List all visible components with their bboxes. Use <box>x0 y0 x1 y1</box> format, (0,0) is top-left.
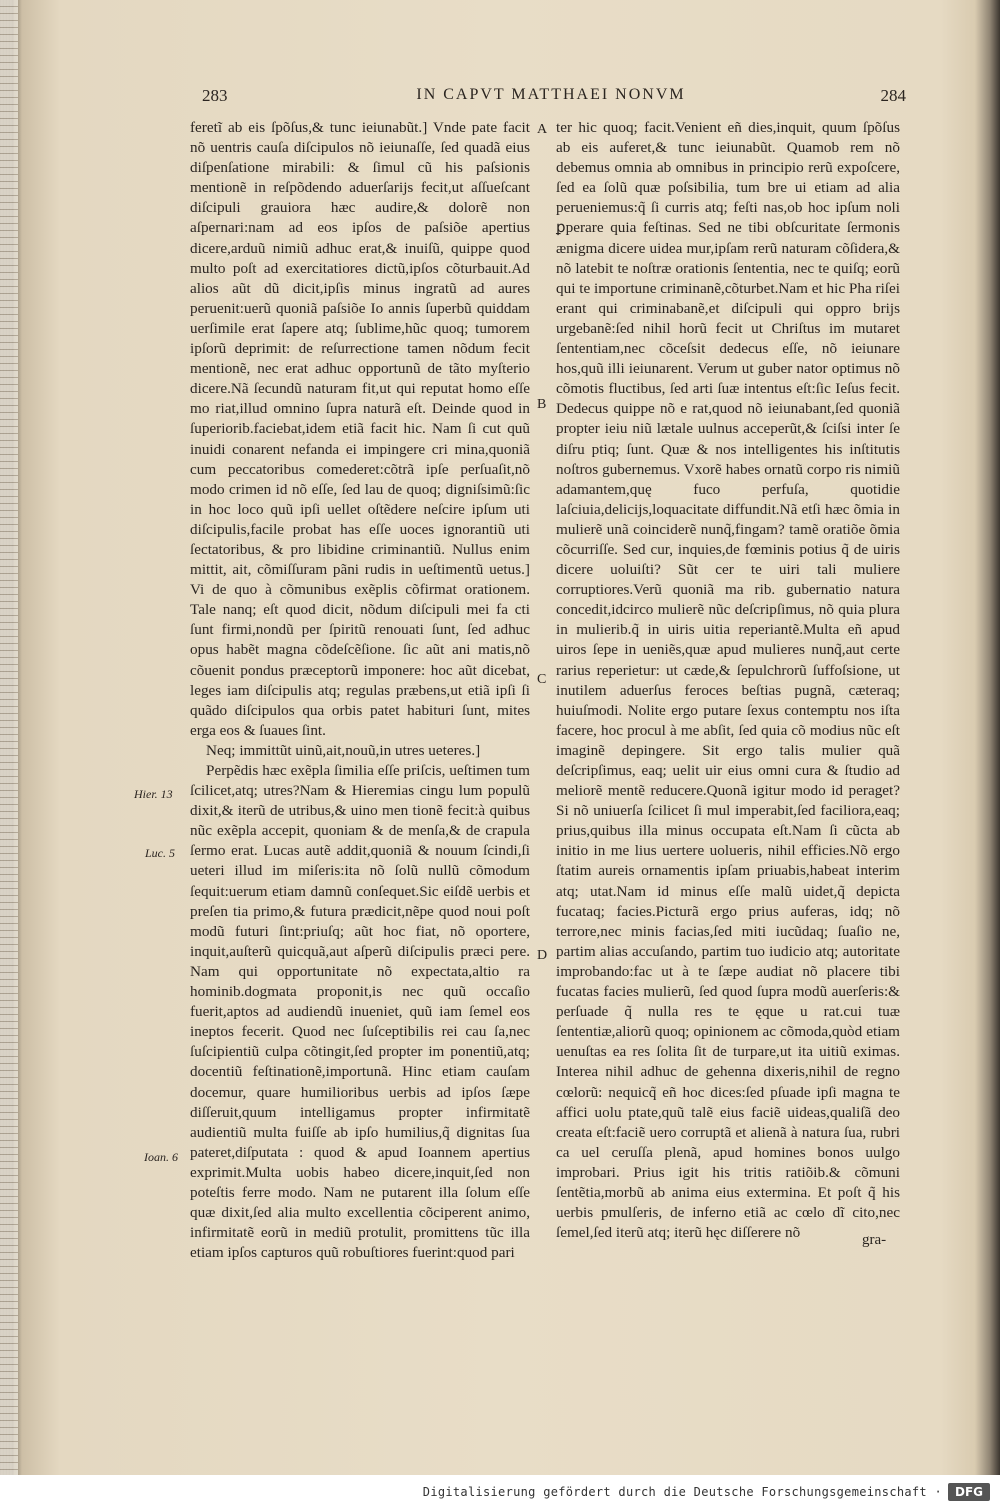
catchword: gra- <box>862 1232 887 1248</box>
section-marker-c: C <box>537 672 547 687</box>
paragraph: feretĩ ab eis ſpõſus,& tunc ieiunabũt.] Vnde pate facit nõ uentris cauſa diſcipulos nõ ieiunaſſe, ſed quadã eius diſpenſatione mirabili: & ſimul cũ his paſsionis mentionẽ in reſpõdendo aduerſarijs fecit,ut aſſueſcant diſcipuli grauiora hæc audire,& dolorẽ non aſpernari:nam ad eos ipſos de paſsiõe apertius dicere,arduũ nimiũ adhuc erat,& inuiſũ, quippe quod multo poſt ad exercitatiores dictũ,ipſos cõturbauit.Ad alios aũt dũ dicit,ipſis minus ingratũ ad aures peruenit:uerũ quoniã paſsiõe Io annis ſuperbũ quiddam uerſimile erat ſapere atq; ſublime,hũc quoq; tumorem ipſorũ deprimit: de reſurrectione tamen nõdum fecit mentionẽ, nec erat adhuc opportunũ de tãto myſterio dicere.Nã ſecundũ naturam fit,ut qui reputat homo eſſe mo riat,illud omnino ſupra naturã eſt. Deinde quod in ſuperiorib.faciebat,idem etiã facit hic. Nam ſi cut quũ inuidi conarent nefanda ei impingere cri mina,quoniã cum peccatoribus comederet:cõtrã ipſe perſuaſit,nõ modo crimen id nõ eſſe, ſed lau de quoq; digniſsimũ:ſic in hoc loco quũ ipſi uellet oſtẽdere neſcire ipſum uti diſcipulis,facile probat has eſſe uoces ignorantiũ uti ſectatoribus, & pro libidine criminantiũ. Nullus enim mittit, ait, cõmiſſuram pãni rudis in ueſtimentũ uetus.] Vi de quo à cõmunibus exẽplis cõfirmat orationem. Tale nanq; eſt quod dicit, nõdum diſcipuli mei fa cti ſunt firmi,nondũ per ſpiritũ renouati ſunt, ſed adhuc opus habẽt magna cõdeſcẽſione. ſic aũt ani matis,nõ cõuenit pondus præceptorũ imponere: hoc aũt dicebat, leges iam diſcipulis atq; regulas præbens,ut etiã ipſi ſi quãdo diſcipulos qua orbis patet habituri ſunt, mites erga eos & ſuaues ſint. <box>190 119 530 739</box>
paragraph: ter hic quoq; facit.Venient eñ dies,inquit, quum ſpõſus ab eis auferet,& tunc ieiunabũt. Quamob rem nõ debemus omnia ab omnibus in principio rerũ expoſcere, ſed ea ſolũ quæ poſsibilia, tum bre ui etiam ad alia perueniemus:q̃ ſi curris atq; feſti nas,ob hoc ipſum noli ꝑperare quia feſtinas. Sed ne tibi obſcuritate ſermonis ænigma dicere uidea mur,ipſam rerũ naturam cõſidera,& nõ latebit te noſtræ orationis ſententia, nec te quiſq; eorũ qui te importune criminanẽ,cõturbet.Nam et hic Pha riſei erant qui criminabanẽ,et diſcipuli qui oppro brijs urgebanẽ:ſed nihil horũ fecit ut Chriſtus im mutaret ſententiam,nec cõceſsit dedecus eſſe, nõ ieiunare hos,quũ illi ieiunarent. Verum ut guber nator optimus nõ cõmotis fluctibus, ſed arti ſuæ intentus eſt:ſic Ieſus fecit. Dedecus quippe nõ e rat,quod nõ ieiunabant,ſed quoniã propter ieiu niũ lætale uulnus acceperũt,& ſciſsi inter ſe diſru ptiq; ſunt. Quæ & nos intelligentes his inſtitutis noſtros gubernemus. Vxorẽ habes ornatũ corpo ris nimiũ adamantem,quę fuco perfuſa, quotidie laſciuia,delicijs,loquacitate diffundit.Nã etſi hæc õmia in mulierẽ unã coinciderẽ nunq̃,fingam? tamẽ oratiõe õmia cõcurriſſe. Sed cur, inquies,de fœminis potius q̃ de uiris dicere uoluiſti? Sũt cer te uiri tali muliere corruptiores.Verũ quoniã ma rib. gubernatio natura concedit,idcirco mulierẽ nũc deſcripſimus, nõ quia plura in mulierib.q̃ in uiris uitia reperiantẽ.Multa eñ apud uiros ſepe in ueniẽs,quæ apud mulieres nunq̃,aut certe rarius reperietur: ut cæde,& ſepulchrorũ ſuffoſsione, ut inutilem aduerſus feroces beſtias pugnã, cæteraq; huiuſmodi. Nolite ergo putare ſexus contemptu nos iſta facere, hoc procul à me abſit, ſed quia cõ modius nũc eſt imaginẽ depingere. Sit ergo talis mulier quã deſcripſimus, eaq; uelit uir eius omni cura & ſtudio ad meliorẽ mentẽ reducere.Quonã igitur modo id peraget? Si nõ uniuerſa ſcilicet ſi mul imperabit,ſed faciliora,eaq; prius,quibus illa minus occupata eſt.Nam ſi cũcta ab initio in me lius uertere uolueris, nihil efficies.Nõ ergo ſtatim aureis ornamentis ipſam priuabis,habeat interim atq; utat.Nam id minus eſſe malũ uidet,q̃ depicta fucataq; facies.Picturã ergo prius auferas, idq; nõ terrore,nec minis facias,ſed miti iucũdaq; ſuaſio ne, partim alias accuſando, partim tuo iudicio atq; autoritate improbando:fac ut à te ſæpe audiat nõ placere tibi fucatas facies mulierũ, ſed quod ſupra modũ auerſeris:& perſuade q̃ nulla res te ęque u rat.cui tuæ ſententiæ,aliorũ quoq; opinionem ac cõmoda,quòd etiam uenuſtas ea res ſolita ſit de turpare,ut ita uitiũ eximas. Interea nihil adhuc de gehenna dixeris,nihil de regno cœlorũ: nequicq̃ eñ hoc dices:ſed pſuade ipſi magna te affici uolu ptate,quũ talẽ eius faciẽ uideas,qualiſã deo creata eſt:faciẽ uero corruptã et alienã à natura ſua, rubri ca uel ceruſſa plenã, apud homines bonos uulgo improbari. Prius igit his tritis ratiõib.& cõmuni ſentẽtia,morbũ ab anima eius extermina. Et poſt q̃ his uerbis pmulſeris, de inferno etiã ac cœlo dĩ cito,nec ſemel,ſed iterũ atq; iterũ hęc diſſerere nõ <box>556 119 900 1242</box>
page-number-left: 283 <box>202 86 228 105</box>
running-title: IN CAPVT MATTHAEI NONVM <box>416 86 686 103</box>
margin-note-ioan: Ioan. 6 <box>144 1150 178 1164</box>
section-marker-d: D <box>537 948 548 963</box>
margin-note-luc: Luc. 5 <box>145 846 175 860</box>
page-number-right: 284 <box>880 86 906 105</box>
margin-note-hier: Hier. 13 <box>134 787 173 801</box>
section-marker-a: A <box>537 122 548 137</box>
scan-ruler <box>0 0 18 1475</box>
running-header <box>196 86 906 112</box>
dfg-logo-icon: DFG <box>948 1483 990 1501</box>
paragraph: Perpẽdis hæc exẽpla ſimilia eſſe priſcis, ueſtimen tum ſcilicet,atq; utres?Nam & Hieremias cingu lum populũ dixit,& iterũ de utribus,& uino men tionẽ fecit:à quibus nũc exẽpla accepit, quoniam & de menſa,& de crapula ſermo erat. Lucas autẽ addit,quoniã & nouum ſcindi,ſi ueteri illud im miſeris:ita nõ ſolũ nullũ cõmodum ſequit:uerum etiam damnũ conſequet.Sic eiſdẽ uerbis et preſen tia primo,& futura prædicit,nẽpe quod noui poſt modũ futuri ſint:priuſq; aũt hoc fiat, nõ oportere, inquit,auſterũ quicquã,aut aſperũ diſcipulis præci pere. Nam qui opportunitate nõ expectata,altio ra hominib.dogmata proponit,is nec quũ occaſio fuerit,aptos ad audiendũ inueniet, quũ iam ſemel eos ineptos fecerit. Quod nec ſuſceptibilis rei cau ſa,nec ſuſcipientiũ culpa cõtingit,ſed propter im ponentiũ,atq; docentiũ feſtinationẽ,importunã. Hinc etiam cauſam docemur, quare humilioribus uerbis ad ipſos ſæpe diſſeruit,quum intelligamus propter infirmitatẽ audientiũ multa fuiſſe ab ipſo humilius,q̃ dignitas ſua pateret,diſputata : quod & apud Ioannem apertius exprimit.Multa uobis habeo dicere,inquit,ſed non poteſtis ferre modo. Nam ne putarent illa ſolum eſſe quæ dixit,ſed alia multo excellentia cõciperent animo, infirmitatẽ eorũ in mediũ protulit, promittens tũc illa etiam ipſos capturos quũ robuſtiores fuerint:quod pari <box>190 762 530 1262</box>
right-column <box>556 118 900 1243</box>
left-column <box>190 118 530 1263</box>
paragraph: Neq; immittũt uinũ,ait,nouũ,in utres ueteres.] <box>206 741 481 759</box>
section-marker-b: B <box>537 397 547 412</box>
digitization-footer <box>0 1475 1000 1510</box>
funding-notice: Digitalisierung gefördert durch die Deutsche Forschungsgemeinschaft · <box>422 1485 942 1499</box>
